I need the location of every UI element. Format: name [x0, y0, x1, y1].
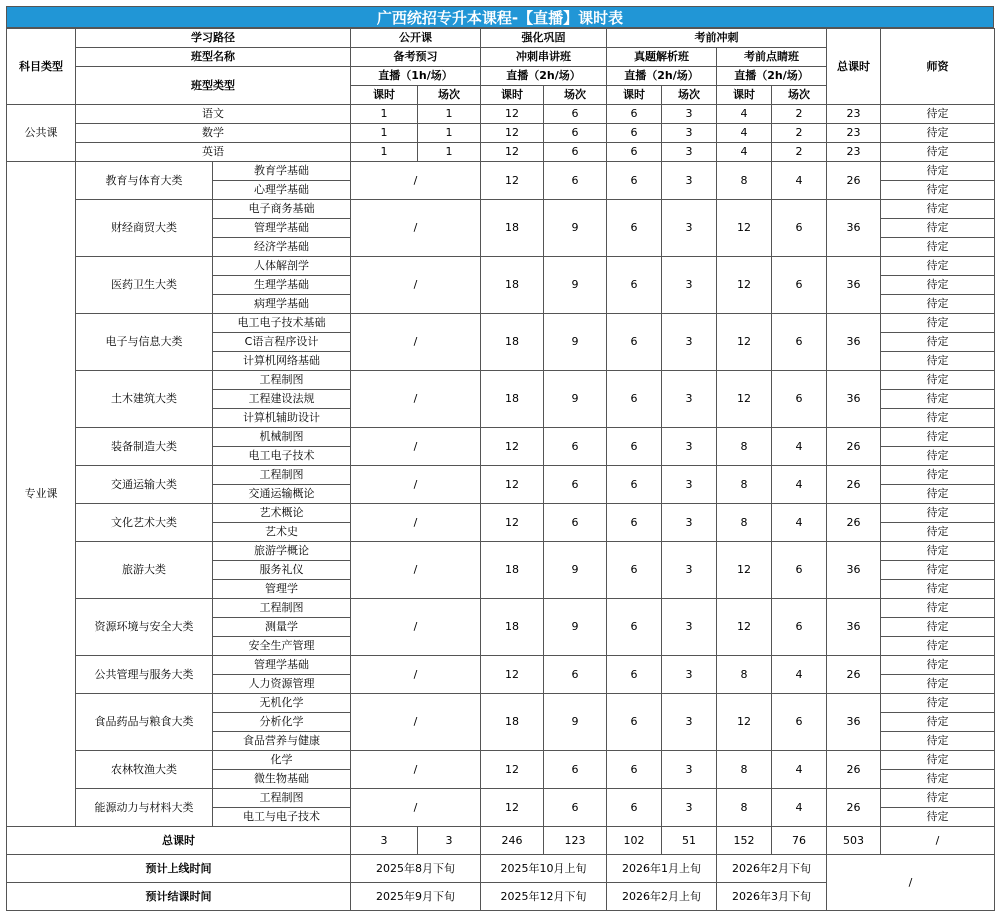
public-course-label: 公共课 [7, 105, 76, 162]
cell-value: 8 [717, 656, 772, 694]
teacher-cell: 待定 [881, 561, 995, 580]
cell-value: 12 [717, 694, 772, 751]
header-class-name: 班型名称 [76, 48, 351, 67]
cell-value: 6 [544, 504, 607, 542]
cell-value: 3 [662, 751, 717, 789]
subject-name: C语言程序设计 [213, 333, 351, 352]
header-hours: 课时 [351, 86, 418, 105]
category-name: 资源环境与安全大类 [76, 599, 213, 656]
cell-value: 8 [717, 504, 772, 542]
cell-value: 6 [544, 751, 607, 789]
summary-total: 503 [827, 827, 881, 855]
teacher-cell: 待定 [881, 219, 995, 238]
header-stage-type: 直播（2h/场） [607, 67, 717, 86]
cell-value: 6 [607, 162, 662, 200]
subject-name: 电工电子技术基础 [213, 314, 351, 333]
schedule-label: 预计上线时间 [7, 855, 351, 883]
cell-value: 4 [772, 656, 827, 694]
teacher-cell: 待定 [881, 618, 995, 637]
row-total: 23 [827, 143, 881, 162]
cell-value: 6 [544, 466, 607, 504]
subject-name: 经济学基础 [213, 238, 351, 257]
schedule-date: 2026年2月上旬 [607, 883, 717, 911]
cell-value: 6 [607, 789, 662, 827]
teacher-cell: 待定 [881, 162, 995, 181]
subject-name: 计算机辅助设计 [213, 409, 351, 428]
cell-value: 6 [544, 656, 607, 694]
teacher-cell: 待定 [881, 447, 995, 466]
header-sessions: 场次 [772, 86, 827, 105]
row-total: 23 [827, 124, 881, 143]
subject-name: 食品营养与健康 [213, 732, 351, 751]
header-stage-name: 冲刺串讲班 [481, 48, 607, 67]
cell-value: 4 [772, 428, 827, 466]
category-name: 能源动力与材料大类 [76, 789, 213, 827]
category-name: 公共管理与服务大类 [76, 656, 213, 694]
header-path-final: 考前冲刺 [607, 29, 827, 48]
open-class-value: / [351, 314, 481, 371]
cell-value: 12 [481, 428, 544, 466]
cell-value: 3 [662, 656, 717, 694]
teacher-cell: 待定 [881, 124, 995, 143]
cell-value: 1 [418, 105, 481, 124]
cell-value: 6 [607, 257, 662, 314]
cell-value: 6 [607, 200, 662, 257]
cell-value: 4 [772, 504, 827, 542]
teacher-cell: 待定 [881, 238, 995, 257]
cell-value: 1 [418, 124, 481, 143]
cell-value: 12 [717, 599, 772, 656]
header-stage-type: 直播（2h/场） [481, 67, 607, 86]
cell-value: 6 [607, 542, 662, 599]
teacher-cell: 待定 [881, 143, 995, 162]
cell-value: 3 [662, 371, 717, 428]
cell-value: 3 [662, 428, 717, 466]
subject-name: 电子商务基础 [213, 200, 351, 219]
cell-value: 18 [481, 200, 544, 257]
cell-value: 12 [717, 371, 772, 428]
subject-name: 生理学基础 [213, 276, 351, 295]
header-hours: 课时 [607, 86, 662, 105]
header-path-intensive: 强化巩固 [481, 29, 607, 48]
open-class-value: / [351, 504, 481, 542]
subject-name: 心理学基础 [213, 181, 351, 200]
cell-value: 12 [717, 542, 772, 599]
cell-value: 1 [351, 105, 418, 124]
header-subject-type: 科目类型 [7, 29, 76, 105]
cell-value: 12 [717, 200, 772, 257]
cell-value: 4 [772, 466, 827, 504]
subject-name: 病理学基础 [213, 295, 351, 314]
subject-name: 人力资源管理 [213, 675, 351, 694]
teacher-cell: 待定 [881, 504, 995, 523]
cell-value: 3 [662, 599, 717, 656]
teacher-cell: 待定 [881, 732, 995, 751]
category-name: 食品药品与粮食大类 [76, 694, 213, 751]
subject-name: 计算机网络基础 [213, 352, 351, 371]
cell-value: 2 [772, 105, 827, 124]
cell-value: 18 [481, 371, 544, 428]
category-name: 装备制造大类 [76, 428, 213, 466]
summary-value: 152 [717, 827, 772, 855]
category-name: 土木建筑大类 [76, 371, 213, 428]
subject-name: 电工与电子技术 [213, 808, 351, 827]
cell-value: 6 [772, 257, 827, 314]
cell-value: 6 [772, 200, 827, 257]
teacher-cell: 待定 [881, 789, 995, 808]
subject-name: 管理学基础 [213, 656, 351, 675]
summary-value: 76 [772, 827, 827, 855]
open-class-value: / [351, 162, 481, 200]
teacher-cell: 待定 [881, 770, 995, 789]
subject-name: 艺术概论 [213, 504, 351, 523]
cell-value: 12 [717, 257, 772, 314]
schedule-date: 2025年12月下旬 [481, 883, 607, 911]
open-class-value: / [351, 694, 481, 751]
cell-value: 9 [544, 257, 607, 314]
subject-name: 管理学 [213, 580, 351, 599]
row-total: 26 [827, 428, 881, 466]
cell-value: 12 [481, 466, 544, 504]
category-name: 财经商贸大类 [76, 200, 213, 257]
cell-value: 3 [662, 162, 717, 200]
header-hours: 课时 [717, 86, 772, 105]
schedule-date: 2025年10月上旬 [481, 855, 607, 883]
cell-value: 18 [481, 694, 544, 751]
cell-value: 6 [607, 504, 662, 542]
teacher-cell: 待定 [881, 808, 995, 827]
cell-value: 12 [481, 105, 544, 124]
cell-value: 8 [717, 162, 772, 200]
subject-name: 英语 [76, 143, 351, 162]
open-class-value: / [351, 257, 481, 314]
cell-value: 3 [662, 105, 717, 124]
cell-value: 6 [772, 314, 827, 371]
open-class-value: / [351, 656, 481, 694]
cell-value: 6 [772, 599, 827, 656]
cell-value: 4 [772, 162, 827, 200]
teacher-cell: 待定 [881, 713, 995, 732]
teacher-cell: 待定 [881, 314, 995, 333]
teacher-cell: 待定 [881, 751, 995, 770]
cell-value: 6 [607, 656, 662, 694]
subject-name: 化学 [213, 751, 351, 770]
cell-value: 9 [544, 200, 607, 257]
cell-value: 6 [544, 789, 607, 827]
teacher-cell: 待定 [881, 523, 995, 542]
row-total: 26 [827, 789, 881, 827]
cell-value: 6 [607, 694, 662, 751]
cell-value: 9 [544, 599, 607, 656]
teacher-cell: 待定 [881, 371, 995, 390]
cell-value: 1 [351, 124, 418, 143]
cell-value: 4 [772, 789, 827, 827]
category-name: 文化艺术大类 [76, 504, 213, 542]
schedule-date: 2026年3月下旬 [717, 883, 827, 911]
cell-value: 4 [717, 143, 772, 162]
row-total: 36 [827, 599, 881, 656]
cell-value: 6 [772, 542, 827, 599]
summary-teacher: / [881, 827, 995, 855]
teacher-cell: 待定 [881, 352, 995, 371]
subject-name: 安全生产管理 [213, 637, 351, 656]
teacher-cell: 待定 [881, 675, 995, 694]
header-stage-type: 直播（2h/场） [717, 67, 827, 86]
cell-value: 8 [717, 789, 772, 827]
row-total: 36 [827, 542, 881, 599]
cell-value: 3 [662, 143, 717, 162]
subject-name: 教育学基础 [213, 162, 351, 181]
cell-value: 9 [544, 694, 607, 751]
cell-value: 6 [544, 162, 607, 200]
cell-value: 12 [481, 124, 544, 143]
cell-value: 8 [717, 466, 772, 504]
cell-value: 6 [607, 599, 662, 656]
open-class-value: / [351, 428, 481, 466]
header-path-open: 公开课 [351, 29, 481, 48]
row-total: 36 [827, 314, 881, 371]
teacher-cell: 待定 [881, 542, 995, 561]
cell-value: 3 [662, 257, 717, 314]
subject-name: 测量学 [213, 618, 351, 637]
header-class-type: 班型类型 [76, 67, 351, 105]
open-class-value: / [351, 751, 481, 789]
subject-name: 机械制图 [213, 428, 351, 447]
cell-value: 3 [662, 314, 717, 371]
cell-value: 6 [772, 371, 827, 428]
teacher-cell: 待定 [881, 428, 995, 447]
row-total: 26 [827, 162, 881, 200]
header-stage-type: 直播（1h/场） [351, 67, 481, 86]
summary-value: 3 [418, 827, 481, 855]
summary-label: 总课时 [7, 827, 351, 855]
category-name: 农林牧渔大类 [76, 751, 213, 789]
subject-name: 工程建设法规 [213, 390, 351, 409]
summary-value: 51 [662, 827, 717, 855]
cell-value: 6 [544, 143, 607, 162]
subject-name: 工程制图 [213, 599, 351, 618]
teacher-cell: 待定 [881, 599, 995, 618]
header-sessions: 场次 [662, 86, 717, 105]
cell-value: 6 [607, 751, 662, 789]
teacher-cell: 待定 [881, 580, 995, 599]
cell-value: 6 [607, 314, 662, 371]
subject-name: 人体解剖学 [213, 257, 351, 276]
cell-value: 6 [607, 371, 662, 428]
cell-value: 3 [662, 466, 717, 504]
subject-name: 工程制图 [213, 466, 351, 485]
open-class-value: / [351, 789, 481, 827]
cell-value: 18 [481, 542, 544, 599]
row-total: 36 [827, 371, 881, 428]
header-hours: 课时 [481, 86, 544, 105]
open-class-value: / [351, 371, 481, 428]
cell-value: 18 [481, 599, 544, 656]
subject-name: 无机化学 [213, 694, 351, 713]
row-total: 26 [827, 504, 881, 542]
cell-value: 18 [481, 314, 544, 371]
cell-value: 6 [607, 124, 662, 143]
header-stage-name: 真题解析班 [607, 48, 717, 67]
cell-value: 9 [544, 371, 607, 428]
cell-value: 18 [481, 257, 544, 314]
cell-value: 3 [662, 789, 717, 827]
teacher-cell: 待定 [881, 466, 995, 485]
category-name: 医药卫生大类 [76, 257, 213, 314]
subject-name: 服务礼仪 [213, 561, 351, 580]
category-name: 教育与体育大类 [76, 162, 213, 200]
cell-value: 6 [544, 105, 607, 124]
open-class-value: / [351, 466, 481, 504]
row-total: 36 [827, 694, 881, 751]
subject-name: 电工电子技术 [213, 447, 351, 466]
cell-value: 4 [717, 124, 772, 143]
schedule-tail: / [827, 855, 995, 911]
cell-value: 3 [662, 504, 717, 542]
subject-name: 微生物基础 [213, 770, 351, 789]
cell-value: 6 [607, 466, 662, 504]
teacher-cell: 待定 [881, 694, 995, 713]
teacher-cell: 待定 [881, 276, 995, 295]
cell-value: 3 [662, 694, 717, 751]
row-total: 26 [827, 466, 881, 504]
schedule-date: 2025年9月下旬 [351, 883, 481, 911]
row-total: 36 [827, 257, 881, 314]
teacher-cell: 待定 [881, 656, 995, 675]
cell-value: 12 [481, 143, 544, 162]
cell-value: 8 [717, 428, 772, 466]
cell-value: 2 [772, 143, 827, 162]
cell-value: 6 [772, 694, 827, 751]
cell-value: 12 [481, 789, 544, 827]
row-total: 26 [827, 751, 881, 789]
cell-value: 6 [607, 105, 662, 124]
header-sessions: 场次 [418, 86, 481, 105]
subject-name: 管理学基础 [213, 219, 351, 238]
open-class-value: / [351, 542, 481, 599]
subject-name: 语文 [76, 105, 351, 124]
subject-name: 交通运输概论 [213, 485, 351, 504]
cell-value: 2 [772, 124, 827, 143]
open-class-value: / [351, 200, 481, 257]
row-total: 26 [827, 656, 881, 694]
header-path-label: 学习路径 [76, 29, 351, 48]
teacher-cell: 待定 [881, 295, 995, 314]
cell-value: 1 [351, 143, 418, 162]
subject-name: 数学 [76, 124, 351, 143]
header-stage-name: 备考预习 [351, 48, 481, 67]
header-sessions: 场次 [544, 86, 607, 105]
category-name: 旅游大类 [76, 542, 213, 599]
header-stage-name: 考前点睛班 [717, 48, 827, 67]
row-total: 23 [827, 105, 881, 124]
subject-name: 工程制图 [213, 789, 351, 808]
cell-value: 6 [544, 428, 607, 466]
cell-value: 4 [717, 105, 772, 124]
summary-value: 3 [351, 827, 418, 855]
row-total: 36 [827, 200, 881, 257]
cell-value: 12 [481, 656, 544, 694]
open-class-value: / [351, 599, 481, 656]
course-hours-table [6, 28, 995, 911]
category-name: 交通运输大类 [76, 466, 213, 504]
header-teacher: 师资 [881, 29, 995, 105]
category-name: 电子与信息大类 [76, 314, 213, 371]
schedule-date: 2025年8月下旬 [351, 855, 481, 883]
cell-value: 3 [662, 124, 717, 143]
cell-value: 3 [662, 200, 717, 257]
summary-value: 123 [544, 827, 607, 855]
teacher-cell: 待定 [881, 200, 995, 219]
cell-value: 6 [607, 143, 662, 162]
cell-value: 9 [544, 314, 607, 371]
teacher-cell: 待定 [881, 105, 995, 124]
cell-value: 12 [481, 504, 544, 542]
cell-value: 6 [544, 124, 607, 143]
cell-value: 3 [662, 542, 717, 599]
subject-name: 工程制图 [213, 371, 351, 390]
cell-value: 9 [544, 542, 607, 599]
teacher-cell: 待定 [881, 637, 995, 656]
page-title: 广西统招专升本课程-【直播】课时表 [6, 6, 994, 28]
subject-name: 分析化学 [213, 713, 351, 732]
schedule-date: 2026年2月下旬 [717, 855, 827, 883]
teacher-cell: 待定 [881, 333, 995, 352]
schedule-label: 预计结课时间 [7, 883, 351, 911]
header-total-hours: 总课时 [827, 29, 881, 105]
cell-value: 12 [717, 314, 772, 371]
teacher-cell: 待定 [881, 409, 995, 428]
summary-value: 102 [607, 827, 662, 855]
cell-value: 12 [481, 162, 544, 200]
cell-value: 4 [772, 751, 827, 789]
summary-value: 246 [481, 827, 544, 855]
subject-name: 旅游学概论 [213, 542, 351, 561]
teacher-cell: 待定 [881, 485, 995, 504]
cell-value: 8 [717, 751, 772, 789]
cell-value: 1 [418, 143, 481, 162]
cell-value: 12 [481, 751, 544, 789]
teacher-cell: 待定 [881, 181, 995, 200]
major-course-label: 专业课 [7, 162, 76, 827]
teacher-cell: 待定 [881, 390, 995, 409]
subject-name: 艺术史 [213, 523, 351, 542]
cell-value: 6 [607, 428, 662, 466]
schedule-date: 2026年1月上旬 [607, 855, 717, 883]
teacher-cell: 待定 [881, 257, 995, 276]
